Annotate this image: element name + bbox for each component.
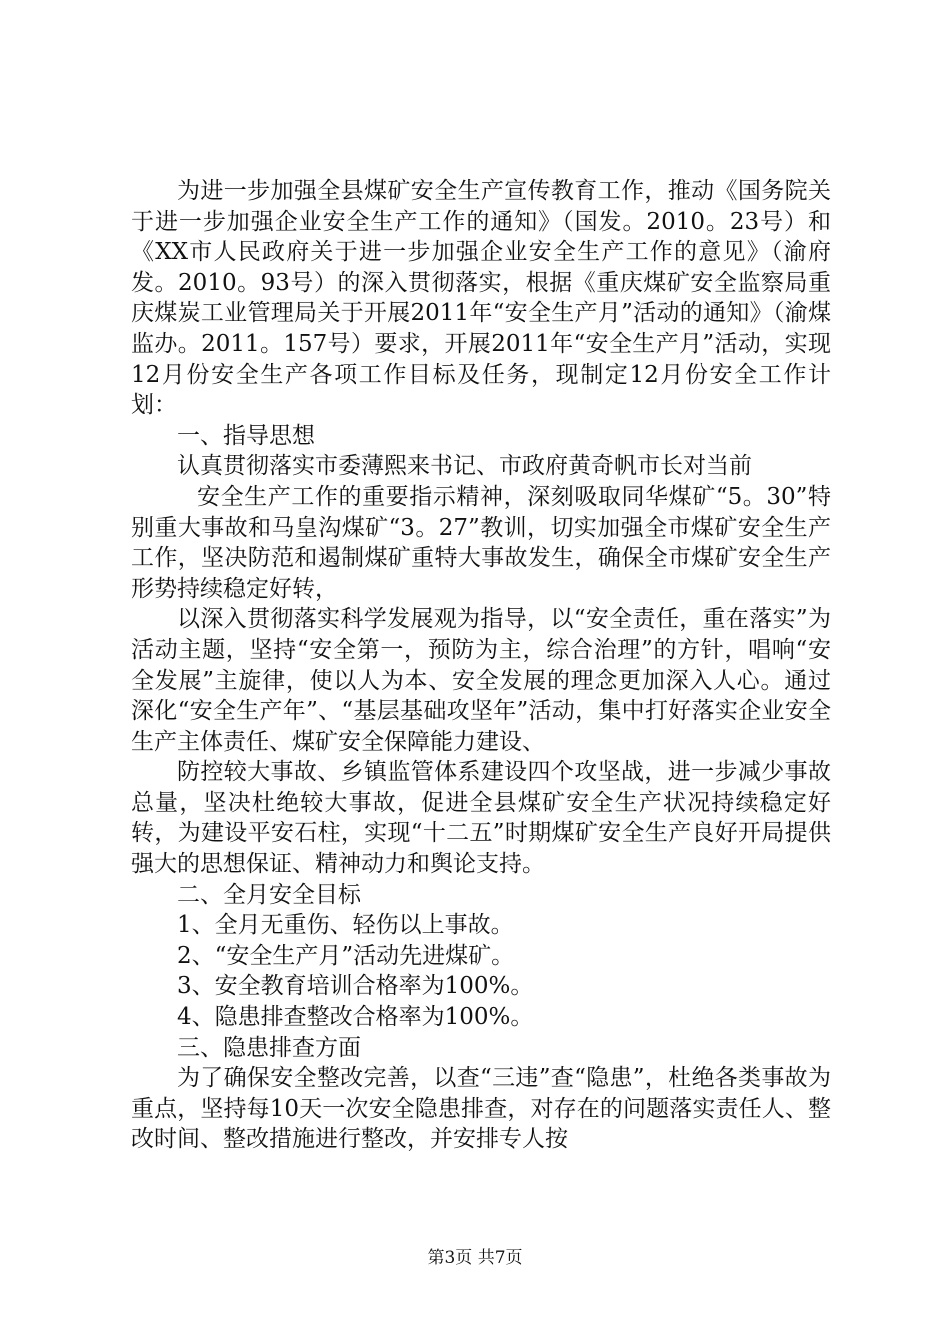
paragraph-hazard-inspection: 为了确保安全整改完善，以查“三违”查“隐患”，杜绝各类事故为重点，坚持每10天一次安全隐患排查，对存在的问题落实责任人、整改时间、整改措施进行整改，并安排专人按 bbox=[131, 1065, 831, 1153]
goal-item-2: 2、“安全生产月”活动先进煤矿。 bbox=[177, 942, 515, 969]
document-body bbox=[131, 176, 831, 1155]
heading-hazard-inspection: 三、隐患排查方面 bbox=[177, 1034, 361, 1061]
paragraph-guiding-1: 认真贯彻落实市委薄熙来书记、市政府黄奇帆市长对当前 bbox=[177, 453, 752, 480]
goal-item-4: 4、隐患排查整改合格率为100%。 bbox=[177, 1004, 534, 1031]
paragraph-guiding-4: 防控较大事故、乡镇监管体系建设四个攻坚战，进一步减少事故总量，坚决杜绝较大事故，促进全县煤矿安全生产状况持续稳定好转，为建设平安石柱，实现“十二五”时期煤矿安全生产良好开局提供强大的思想保证、精神动力和舆论支持。 bbox=[131, 759, 831, 878]
heading-guiding-thought: 一、指导思想 bbox=[177, 422, 315, 449]
paragraph-guiding-3: 以深入贯彻落实科学发展观为指导，以“安全责任，重在落实”为活动主题，坚持“安全第一，预防为主，综合治理”的方针，唱响“安全发展”主旋律，使以人为本、安全发展的理念更加深入人心。通过深化“安全生产年”、“基层基础攻坚年”活动，集中打好落实企业安全生产主体责任、煤矿安全保障能力建设、 bbox=[131, 606, 831, 755]
paragraph-guiding-2: 安全生产工作的重要指示精神，深刻吸取同华煤矿“5。30”特别重大事故和马皇沟煤矿“3。27”教训，切实加强全市煤矿安全生产工作，坚决防范和遏制煤矿重特大事故发生，确保全市煤矿安全生产形势持续稳定好转， bbox=[131, 483, 831, 602]
heading-monthly-goals: 二、全月安全目标 bbox=[177, 881, 361, 908]
goal-item-1: 1、全月无重伤、轻伤以上事故。 bbox=[177, 912, 514, 939]
paragraph-intro: 为进一步加强全县煤矿安全生产宣传教育工作，推动《国务院关于进一步加强企业安全生产工作的通知》（国发。2010。23号）和《XX市人民政府关于进一步加强企业安全生产工作的意见》（渝府发。2010。93号）的深入贯彻落实，根据《重庆煤矿安全监察局重庆煤炭工业管理局关于开展2011年“安全生产月”活动的通知》（渝煤监办。2011。157号）要求，开展2011年“安全生产月”活动，实现12月份安全生产各项工作目标及任务，现制定12月份安全工作计划： bbox=[131, 178, 831, 419]
goal-item-3: 3、安全教育培训合格率为100%。 bbox=[177, 973, 534, 1000]
page-number-footer: 第3页 共7页 bbox=[427, 1248, 523, 1268]
